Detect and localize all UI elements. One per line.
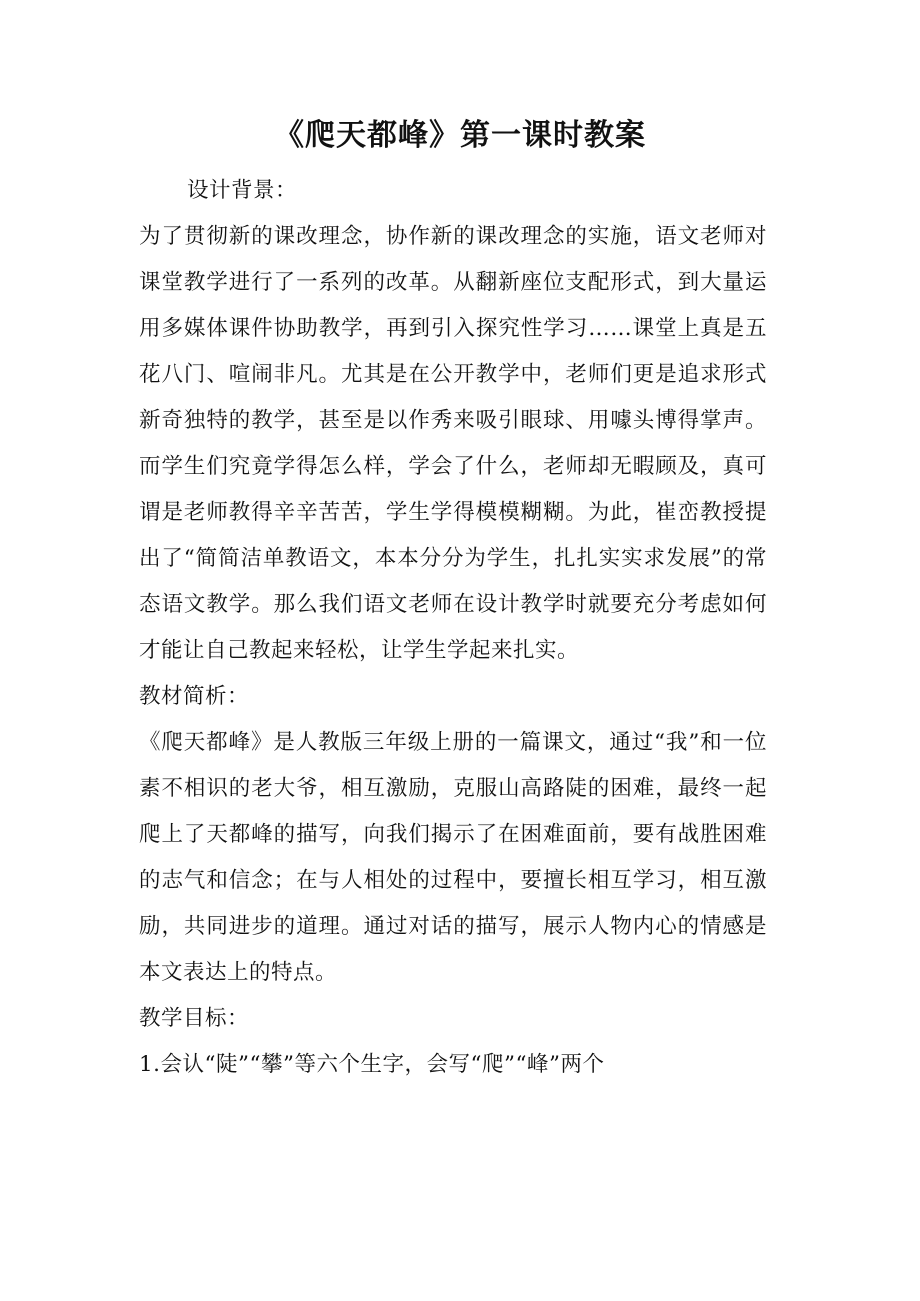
section-body-background: 为了贯彻新的课改理念，协作新的课改理念的实施，语文老师对课堂教学进行了一系列的改革。从翻新座位支配形式，到大量运用多媒体课件协助教学，再到引入探究性学习……课堂上真是五花八门、喧闹非凡。尤其是在公开教学中，老师们更是追求形式新奇独特的教学，甚至是以作秀来吸引眼球、用噱头博得掌声。而学生们究竟学得怎么样，学会了什么，老师却无暇顾及，真可谓是老师教得辛辛苦苦，学生学得模模糊糊。为此，崔峦教授提出了“简简洁单教语文，本本分分为学生，扎扎实实求发展”的常态语文教学。那么我们语文老师在设计教学时就要充分考虑如何才能让自己教起来轻松，让学生学起来扎实。 (139, 224, 767, 663)
section-heading-objectives: 教学目标： (139, 1006, 250, 1031)
section-heading-background: 设计背景： (187, 178, 298, 203)
section-body-textbook: 《爬天都峰》是人教版三年级上册的一篇课文，通过“我”和一位素不相识的老大爷，相互激励，克服山高路陡的困难，最终一起爬上了天都峰的描写，向我们揭示了在困难面前，要有战胜困难的志气和信念；在与人相处的过程中，要擅长相互学习，相互激励，共同进步的道理。通过对话的描写，展示人物内心的情感是本文表达上的特点。 (139, 730, 767, 985)
section-body-objectives: 1.会认“陡”“攀”等六个生字，会写“爬”“峰”两个 (139, 1052, 605, 1077)
section-heading-textbook: 教材简析： (139, 684, 250, 709)
document-body (139, 168, 767, 1088)
page-title: 《爬天都峰》第一课时教案 (274, 118, 646, 153)
